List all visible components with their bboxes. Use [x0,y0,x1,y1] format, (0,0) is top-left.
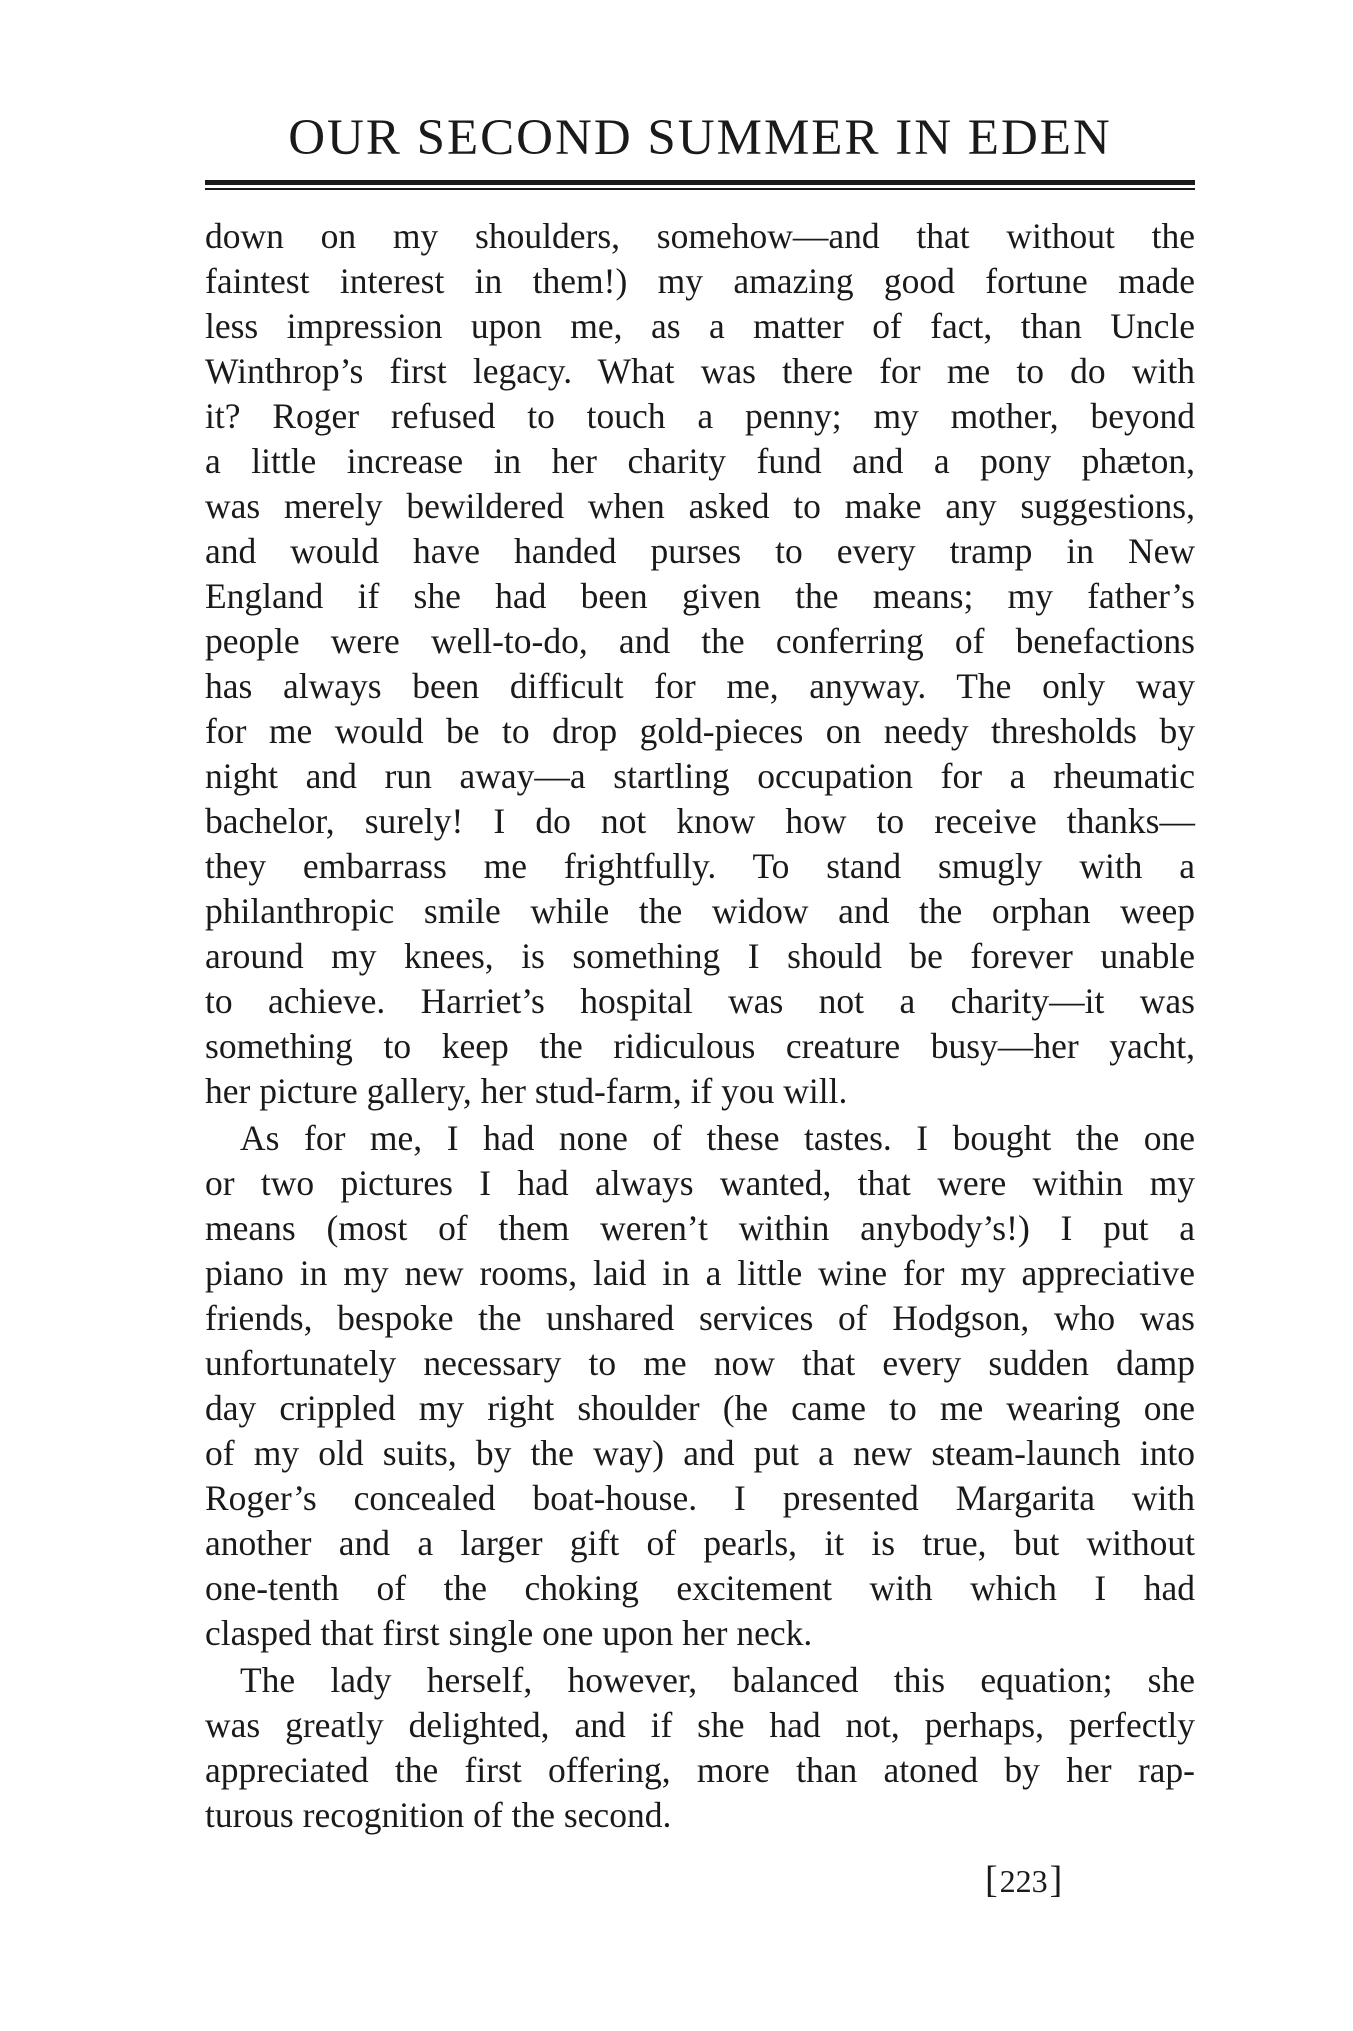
paragraph [205,1116,1195,1656]
text-line: unfortunately necessary to me now that every sudden damp [205,1343,1195,1383]
text-line: down on my shoulders, somehow—and that without the [205,216,1195,256]
text-line: a little increase in her charity fund and a pony phæton, [205,441,1195,481]
text-line: for me would be to drop gold-pieces on needy thresholds by [205,711,1195,751]
page-number: [223] [985,1859,1063,1901]
paragraph [205,1658,1195,1838]
text-line: or two pictures I had always wanted, that were within my [205,1163,1195,1203]
text-line: day crippled my right shoulder (he came to me wearing one [205,1388,1195,1428]
text-line: turous recognition of the second. [205,1795,672,1835]
text-line: was greatly delighted, and if she had not, perhaps, perfectly [205,1705,1195,1745]
text-line: has always been difficult for me, anyway. The only way [205,666,1195,706]
text-line: Winthrop’s first legacy. What was there for me to do with [205,351,1195,391]
text-line: something to keep the ridiculous creature busy—her yacht, [205,1026,1195,1066]
text-line: means (most of them weren’t within anybody’s!) I put a [205,1208,1195,1248]
text-line: England if she had been given the means; my father’s [205,576,1195,616]
text-line: to achieve. Harriet’s hospital was not a charity—it was [205,981,1195,1021]
text-line: it? Roger refused to touch a penny; my mother, beyond [205,396,1195,436]
text-line: night and run away—a startling occupation for a rheumatic [205,756,1195,796]
text-line: clasped that first single one upon her neck. [205,1613,813,1653]
text-line: The lady herself, however, balanced this equation; she [240,1660,1195,1700]
text-line: of my old suits, by the way) and put a new steam-launch into [205,1433,1195,1473]
text-line: Roger’s concealed boat-house. I presented Margarita with [205,1478,1195,1518]
running-head: OUR SECOND SUMMER IN EDEN [288,110,1112,166]
text-line: less impression upon me, as a matter of fact, than Uncle [205,306,1195,346]
text-line: bachelor, surely! I do not know how to receive thanks— [205,801,1195,841]
text-line: friends, bespoke the unshared services of Hodgson, who was [205,1298,1195,1338]
header-rule-thin [205,188,1195,190]
text-line: people were well-to-do, and the conferring of benefactions [205,621,1195,661]
header-rule-thick [205,180,1195,185]
text-line: and would have handed purses to every tramp in New [205,531,1195,571]
text-line: another and a larger gift of pearls, it is true, but without [205,1523,1195,1563]
text-line: one-tenth of the choking excitement with which I had [205,1568,1195,1608]
page-number-value: 223 [999,1863,1048,1899]
text-line: philanthropic smile while the widow and the orphan weep [205,891,1195,931]
text-line: was merely bewildered when asked to make any suggestions, [205,486,1195,526]
text-line: they embarrass me frightfully. To stand smugly with a [205,846,1195,886]
paragraph [205,214,1195,1114]
text-line: As for me, I had none of these tastes. I bought the one [240,1118,1195,1158]
text-line: appreciated the first offering, more than atoned by her rap- [205,1750,1195,1790]
text-line: her picture gallery, her stud-farm, if you will. [205,1071,848,1111]
text-line: faintest interest in them!) my amazing good fortune made [205,261,1195,301]
text-line: piano in my new rooms, laid in a little wine for my appreciative [205,1253,1195,1293]
text-line: around my knees, is something I should be forever unable [205,936,1195,976]
body-text [205,214,1195,1838]
